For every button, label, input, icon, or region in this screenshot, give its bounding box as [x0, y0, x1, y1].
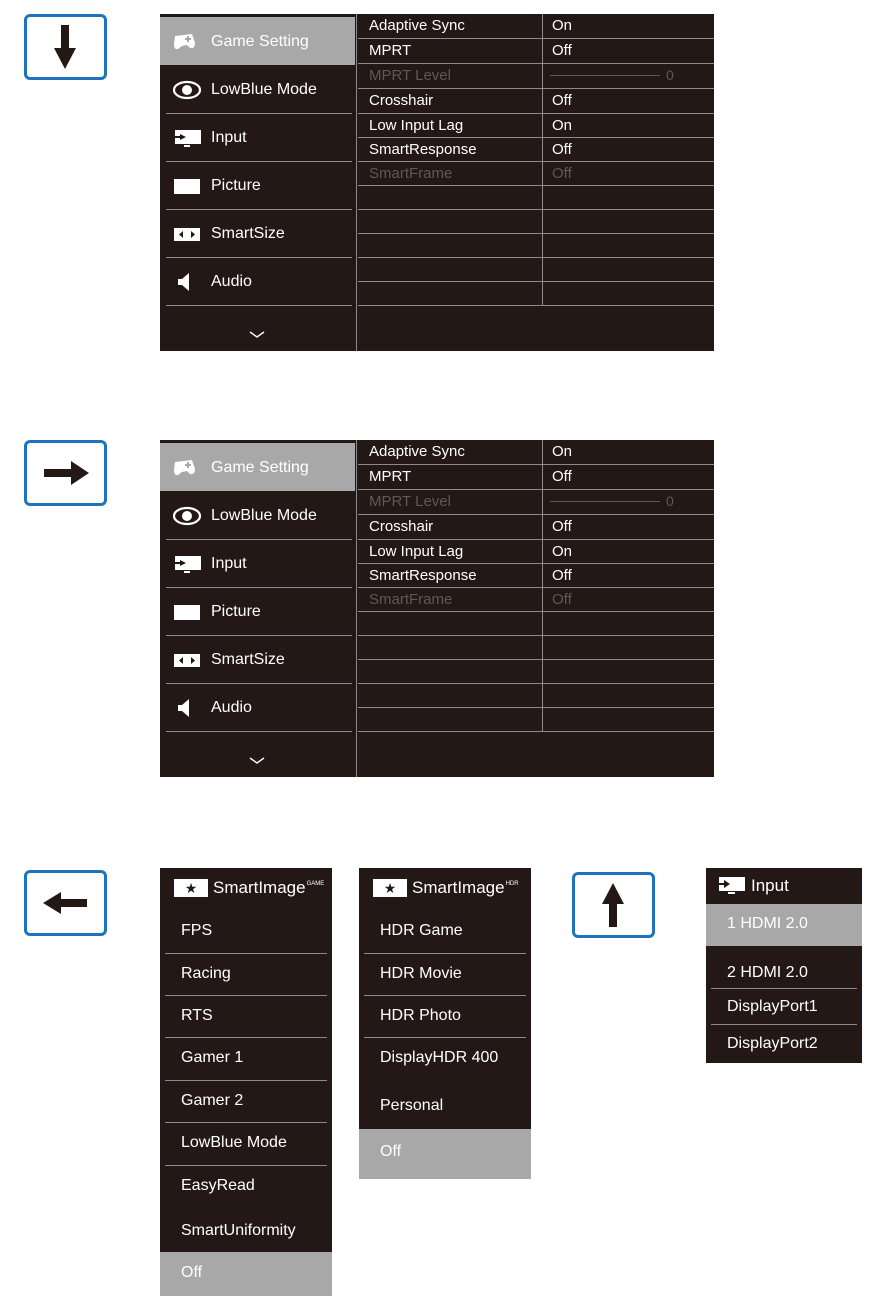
smartimage-superscript: GAME: [306, 881, 325, 887]
smartimage-title: SmartImage: [412, 878, 505, 897]
chevron-down-icon[interactable]: [248, 330, 266, 340]
menu-item-label: LowBlue Mode: [211, 81, 317, 98]
menu-item-picture[interactable]: [160, 161, 355, 209]
list-item[interactable]: HDR Game: [380, 922, 463, 939]
list-item[interactable]: DisplayHDR 400: [380, 1049, 499, 1066]
setting-value: Off: [552, 141, 572, 158]
setting-label: SmartResponse: [369, 141, 477, 158]
menu-item-lowblue[interactable]: [160, 491, 355, 539]
list-item[interactable]: SmartUniformity: [181, 1222, 296, 1239]
setting-value: Off: [552, 92, 572, 109]
down-key-button[interactable]: [24, 14, 107, 80]
setting-row-mprt[interactable]: [368, 465, 714, 489]
menu-item-audio[interactable]: [160, 683, 355, 731]
setting-value: On: [552, 543, 573, 560]
list-item[interactable]: FPS: [181, 922, 213, 939]
gamepad-icon: [172, 457, 202, 479]
setting-value: Off: [552, 591, 572, 608]
setting-row-crosshair[interactable]: [368, 89, 714, 113]
menu-item-label: Audio: [211, 273, 252, 290]
menu-item-label: Audio: [211, 699, 252, 716]
menu-item-label: LowBlue Mode: [211, 507, 317, 524]
mprt-level-slider: [550, 501, 660, 502]
eye-icon: [172, 505, 202, 527]
setting-label: MPRT: [369, 468, 412, 485]
list-item[interactable]: Gamer 2: [181, 1092, 244, 1109]
left-arrow-icon: [27, 873, 104, 933]
right-key-button[interactable]: [24, 440, 107, 506]
speaker-icon: [172, 271, 202, 293]
down-arrow-icon: [27, 17, 104, 77]
setting-label: Low Input Lag: [369, 117, 464, 134]
list-item[interactable]: RTS: [181, 1007, 213, 1024]
setting-row-mprt-level: [368, 490, 714, 514]
list-item[interactable]: Personal: [380, 1097, 444, 1114]
input-icon: [172, 127, 202, 149]
smartsize-icon: [172, 649, 202, 671]
setting-value: Off: [552, 567, 572, 584]
menu-item-input[interactable]: [160, 113, 355, 161]
menu-item-picture[interactable]: [160, 587, 355, 635]
setting-label: Crosshair: [369, 92, 434, 109]
setting-label: SmartResponse: [369, 567, 477, 584]
menu-item-label: Input: [211, 555, 247, 572]
picture-icon: [172, 175, 202, 197]
setting-row-smartresponse[interactable]: [368, 138, 714, 162]
setting-row-mprt[interactable]: [368, 39, 714, 63]
star-icon: ★: [174, 879, 208, 897]
menu-item-label: SmartSize: [211, 225, 285, 242]
setting-value: On: [552, 117, 573, 134]
osd-main-menu: [160, 440, 355, 777]
setting-label: SmartFrame: [369, 591, 453, 608]
list-item-selected[interactable]: Off: [160, 1252, 332, 1296]
smartimage-game-menu: [160, 868, 332, 1296]
setting-label: Adaptive Sync: [369, 17, 465, 34]
menu-item-label: SmartSize: [211, 651, 285, 668]
left-key-button[interactable]: [24, 870, 107, 936]
menu-item-label: Game Setting: [211, 33, 309, 50]
list-item[interactable]: LowBlue Mode: [181, 1134, 287, 1151]
smartimage-title: SmartImage: [213, 878, 306, 897]
list-item[interactable]: HDR Movie: [380, 965, 462, 982]
list-item[interactable]: HDR Photo: [380, 1007, 461, 1024]
list-item[interactable]: EasyRead: [181, 1177, 255, 1194]
menu-item-smartsize[interactable]: [160, 635, 355, 683]
picture-icon: [172, 601, 202, 623]
menu-item-lowblue[interactable]: [160, 65, 355, 113]
setting-value: Off: [552, 165, 572, 182]
setting-row-smartframe: [368, 162, 714, 186]
list-item[interactable]: DisplayPort2: [727, 1035, 818, 1052]
menu-item-label: Input: [211, 129, 247, 146]
setting-label: Crosshair: [369, 518, 434, 535]
list-item[interactable]: 2 HDMI 2.0: [727, 964, 808, 981]
setting-row-smartframe: [368, 588, 714, 612]
menu-item-audio[interactable]: [160, 257, 355, 305]
setting-row-low-input-lag[interactable]: [368, 540, 714, 564]
setting-row-mprt-level: [368, 64, 714, 88]
smartimage-game-header: [160, 868, 332, 910]
input-header: [706, 868, 862, 904]
menu-item-smartsize[interactable]: [160, 209, 355, 257]
setting-label: MPRT Level: [369, 493, 451, 510]
speaker-icon: [172, 697, 202, 719]
menu-item-game-setting[interactable]: [160, 443, 355, 491]
setting-label: Adaptive Sync: [369, 443, 465, 460]
input-icon: [172, 553, 202, 575]
smartimage-hdr-menu: [359, 868, 531, 1179]
list-item[interactable]: Racing: [181, 965, 231, 982]
input-menu: [706, 868, 862, 1063]
menu-item-label: Picture: [211, 177, 261, 194]
list-item-selected[interactable]: 1 HDMI 2.0: [706, 904, 862, 946]
osd-panel-2: [160, 440, 714, 777]
menu-item-game-setting[interactable]: [160, 17, 355, 65]
mprt-level-slider: [550, 75, 660, 76]
setting-row-low-input-lag[interactable]: [368, 114, 714, 138]
input-icon: [715, 876, 747, 896]
setting-value: On: [552, 443, 573, 460]
right-arrow-icon: [27, 443, 104, 503]
menu-item-label: Game Setting: [211, 459, 309, 476]
setting-value: On: [552, 17, 573, 34]
star-icon: ★: [373, 879, 407, 897]
mprt-level-value: 0: [666, 67, 674, 83]
setting-row-smartresponse[interactable]: [368, 564, 714, 588]
smartimage-superscript: HDR: [505, 881, 519, 887]
up-arrow-icon: [575, 875, 652, 935]
menu-item-label: Picture: [211, 603, 261, 620]
list-item[interactable]: Gamer 1: [181, 1049, 244, 1066]
setting-label: MPRT: [369, 42, 412, 59]
list-item-selected[interactable]: Off: [359, 1129, 531, 1179]
mprt-level-value: 0: [666, 493, 674, 509]
input-title: Input: [751, 876, 789, 895]
setting-label: MPRT Level: [369, 67, 451, 84]
menu-item-input[interactable]: [160, 539, 355, 587]
setting-label: SmartFrame: [369, 165, 453, 182]
setting-row-adaptive-sync[interactable]: [368, 440, 714, 464]
osd-main-menu: [160, 14, 355, 351]
eye-icon: [172, 79, 202, 101]
smartimage-hdr-header: [359, 868, 531, 910]
list-item[interactable]: DisplayPort1: [727, 998, 818, 1015]
setting-label: Low Input Lag: [369, 543, 464, 560]
osd-panel-1: [160, 14, 714, 351]
setting-value: Off: [552, 42, 572, 59]
setting-row-adaptive-sync[interactable]: [368, 14, 714, 38]
up-key-button[interactable]: [572, 872, 655, 938]
chevron-down-icon[interactable]: [248, 756, 266, 766]
smartsize-icon: [172, 223, 202, 245]
gamepad-icon: [172, 31, 202, 53]
setting-value: Off: [552, 518, 572, 535]
setting-row-crosshair[interactable]: [368, 515, 714, 539]
setting-value: Off: [552, 468, 572, 485]
